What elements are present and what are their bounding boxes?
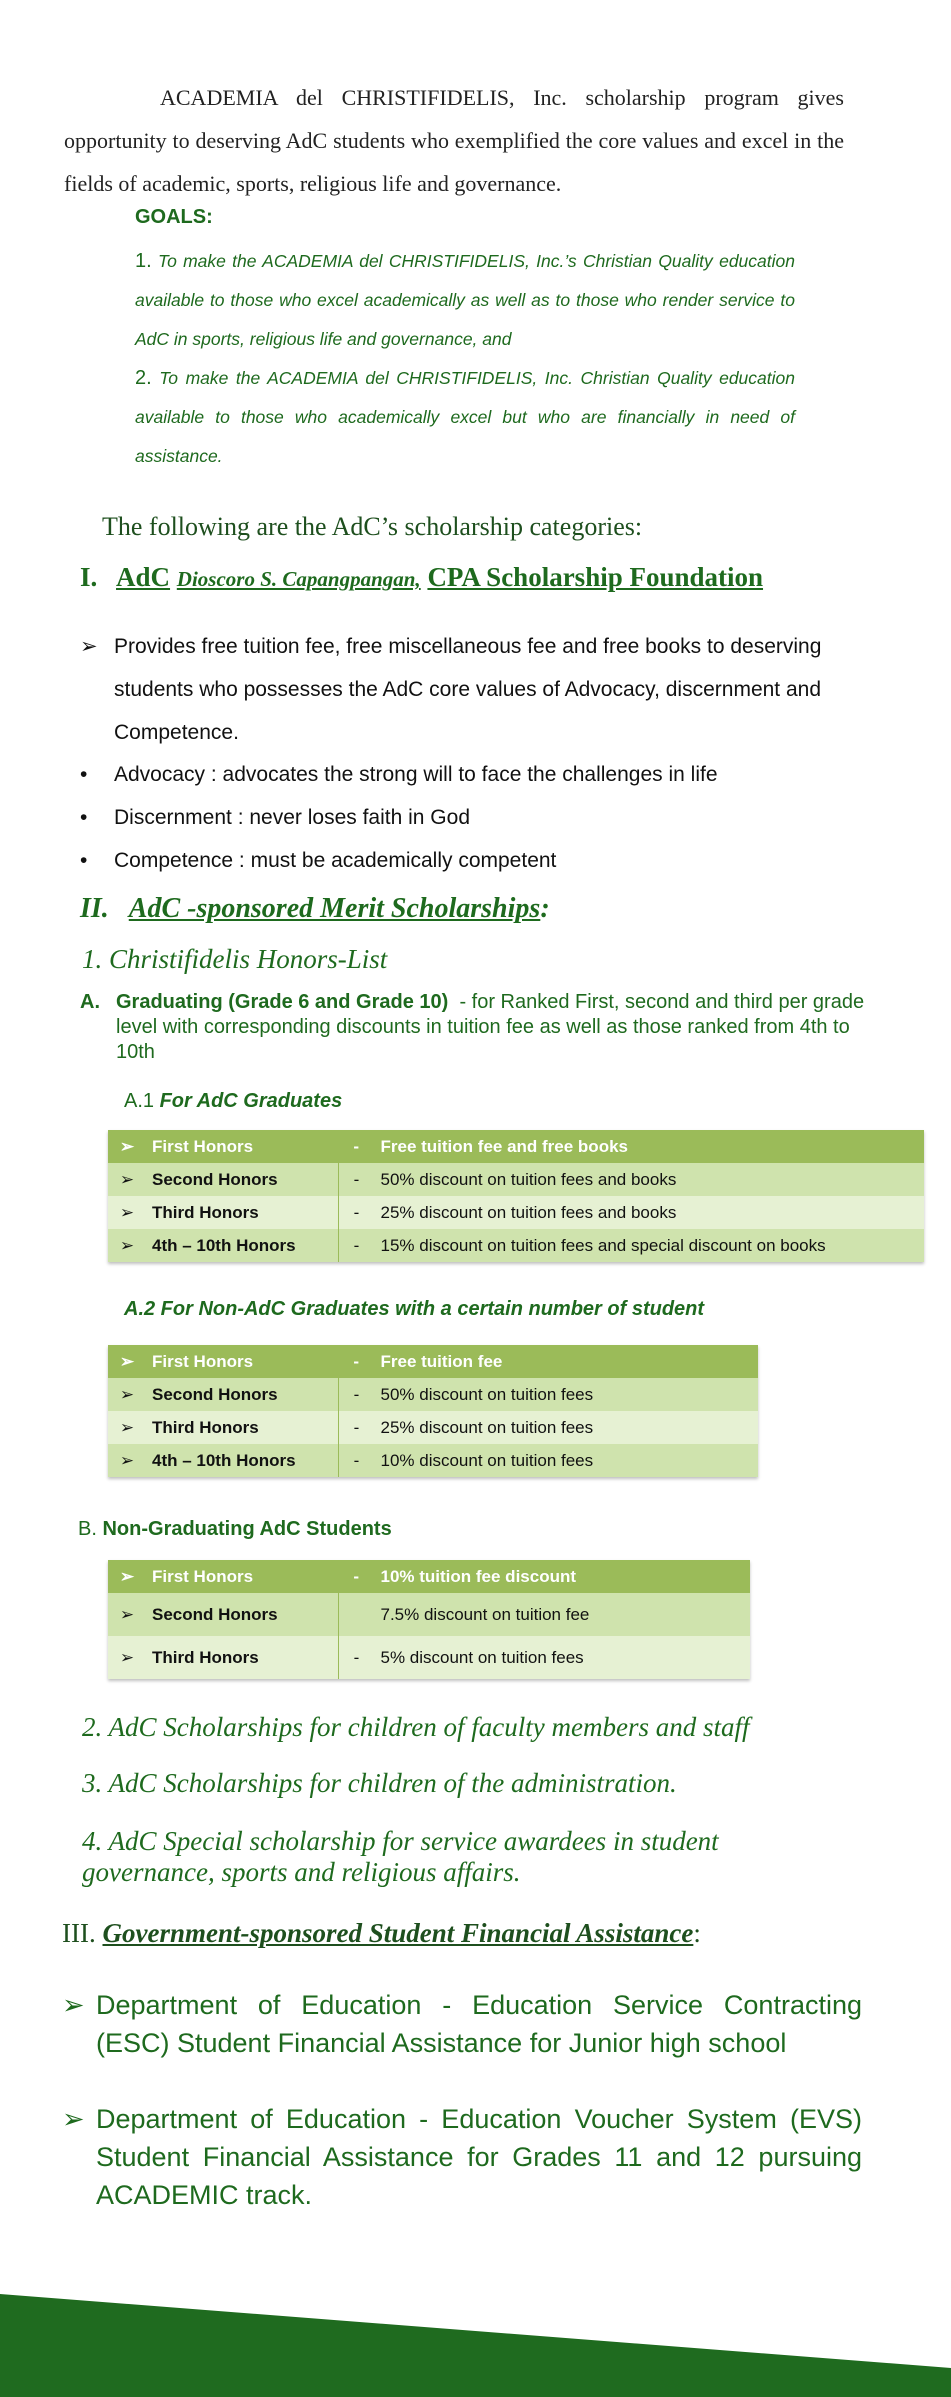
section-3-numeral: III. [62, 1918, 96, 1948]
section-2-numeral: II. [80, 893, 109, 924]
table-row [108, 1345, 758, 1378]
footer-band-shape [0, 2294, 951, 2397]
section-1-bullet-3 [80, 839, 860, 882]
dash: - [338, 1411, 375, 1444]
honor-name: First Honors [146, 1560, 338, 1593]
honor-desc: Free tuition fee [375, 1345, 759, 1378]
arrow-bullet-icon: ➢ [108, 1560, 146, 1593]
section-1-heading [80, 562, 763, 593]
bullet-icon: • [80, 849, 88, 872]
goal-text: To make the ACADEMIA del CHRISTIFIDELIS, Inc. Christian Quality education available to those who academically excel but who are financially in need of assistance. [135, 368, 795, 466]
section-1-arrow-item [80, 625, 860, 754]
table-row [108, 1196, 924, 1229]
arrow-bullet-icon: ➢ [80, 635, 98, 658]
honor-desc: 7.5% discount on tuition fee [375, 1593, 751, 1636]
honor-desc: Free tuition fee and free books [375, 1130, 925, 1163]
section-3-colon: : [693, 1918, 701, 1948]
table-row [108, 1560, 750, 1593]
item-a-rest: - for Ranked First, second and third per grade level with corresponding discounts in tuition fee as well as those ranked from 4th to 10th [116, 991, 865, 1063]
a1-label: For AdC Graduates [159, 1090, 343, 1112]
honor-name: Second Honors [146, 1378, 338, 1411]
dash: - [338, 1196, 375, 1229]
table-row [108, 1444, 758, 1477]
honors-list-heading: 1. Christifidelis Honors-List [82, 944, 388, 974]
honor-desc: 10% discount on tuition fees [375, 1444, 759, 1477]
goal-number: 2. [135, 367, 152, 389]
bullet-icon: • [80, 806, 88, 829]
section-1-title-a: AdC [116, 562, 171, 592]
table-row [108, 1378, 758, 1411]
arrow-bullet-icon: ➢ [108, 1345, 146, 1378]
table-row [108, 1163, 924, 1196]
intro-paragraph [64, 76, 844, 205]
arrow-bullet-icon: ➢ [108, 1444, 146, 1477]
dash: - [338, 1163, 375, 1196]
bullet-text: Advocacy : advocates the strong will to face the challenges in life [114, 763, 718, 786]
honor-name: Third Honors [146, 1196, 338, 1229]
arrow-bullet-icon: ➢ [108, 1196, 146, 1229]
b-label: Non-Graduating AdC Students [102, 1518, 392, 1540]
dash: - [338, 1636, 375, 1679]
goals-title: GOALS: [135, 206, 213, 228]
special-scholarship-heading: 4. AdC Special scholarship for service awardees in student governance, sports and religious affairs. [82, 1826, 719, 1887]
honor-desc: 25% discount on tuition fees and books [375, 1196, 925, 1229]
section-1-arrow-text: Provides free tuition fee, free miscellaneous fee and free books to deserving students who possesses the AdC core values of Advocacy, discernment and Competence. [114, 635, 822, 744]
b-heading [78, 1518, 392, 1541]
honor-name: First Honors [146, 1130, 338, 1163]
dash: - [338, 1560, 375, 1593]
section-1-numeral: I. [80, 562, 98, 592]
arrow-bullet-icon: ➢ [108, 1130, 146, 1163]
table-row [108, 1130, 924, 1163]
table-non-graduating [108, 1560, 750, 1679]
section-2-title: AdC -sponsored Merit Scholarships [128, 893, 541, 924]
honor-desc: 50% discount on tuition fees [375, 1378, 759, 1411]
government-assistance-item-1 [62, 1986, 862, 2062]
section-1-title-b: CPA Scholarship Foundation [427, 562, 764, 592]
honor-desc: 15% discount on tuition fees and special discount on books [375, 1229, 925, 1262]
table-row [108, 1411, 758, 1444]
dash: - [338, 1229, 375, 1262]
goal-number: 1. [135, 250, 152, 272]
scholarship-faculty-heading: 2. AdC Scholarships for children of faculty members and staff [82, 1712, 750, 1742]
honor-name: Third Honors [146, 1411, 338, 1444]
honor-desc: 50% discount on tuition fees and books [375, 1163, 925, 1196]
item-a-body [116, 990, 880, 1065]
honor-name: 4th – 10th Honors [146, 1229, 338, 1262]
section-2-heading [80, 893, 550, 925]
dash [338, 1593, 375, 1636]
dash: - [338, 1130, 375, 1163]
arrow-bullet-icon: ➢ [108, 1163, 146, 1196]
section-1-bullet-2 [80, 796, 860, 839]
honor-desc: 10% tuition fee discount [375, 1560, 751, 1593]
arrow-bullet-icon: ➢ [62, 1990, 85, 2020]
government-assistance-text: Department of Education - Education Voucher System (EVS) Student Financial Assistance for Grades 11 and 12 pursuing ACADEMIC track. [96, 2104, 862, 2210]
section-1-title-script: Dioscoro S. Capangpangan, [176, 567, 421, 591]
arrow-bullet-icon: ➢ [108, 1378, 146, 1411]
bullet-icon: • [80, 763, 88, 786]
arrow-bullet-icon: ➢ [108, 1593, 146, 1636]
table-row [108, 1636, 750, 1679]
honor-name: Second Honors [146, 1593, 338, 1636]
categories-intro: The following are the AdC’s scholarship categories: [102, 512, 643, 541]
honor-name: 4th – 10th Honors [146, 1444, 338, 1477]
section-3-title: Government-sponsored Student Financial Assistance [102, 1918, 694, 1948]
footer-green-band [0, 2290, 951, 2397]
honor-desc: 5% discount on tuition fees [375, 1636, 751, 1679]
goal-item-2 [135, 359, 795, 476]
table-row [108, 1229, 924, 1262]
dash: - [338, 1345, 375, 1378]
arrow-bullet-icon: ➢ [62, 2104, 85, 2134]
arrow-bullet-icon: ➢ [108, 1636, 146, 1679]
table-adc-graduates [108, 1130, 924, 1262]
a2-heading: A.2 For Non-AdC Graduates with a certain number of student [124, 1298, 705, 1320]
dash: - [338, 1378, 375, 1411]
a1-heading [124, 1090, 342, 1113]
a1-prefix: A.1 [124, 1090, 155, 1112]
table-non-adc-graduates [108, 1345, 758, 1477]
section-1-bullet-1 [80, 753, 860, 796]
honor-name: First Honors [146, 1345, 338, 1378]
scholarship-administration-heading: 3. AdC Scholarships for children of the administration. [82, 1768, 677, 1798]
bullet-text: Competence : must be academically competent [114, 849, 557, 872]
item-a [80, 990, 880, 1065]
dash: - [338, 1444, 375, 1477]
government-assistance-text: Department of Education - Education Service Contracting (ESC) Student Financial Assistance for Junior high school [96, 1990, 862, 2058]
honor-desc: 25% discount on tuition fees [375, 1411, 759, 1444]
arrow-bullet-icon: ➢ [108, 1229, 146, 1262]
goal-item-1 [135, 242, 795, 359]
honor-name: Second Honors [146, 1163, 338, 1196]
item-a-bold: Graduating (Grade 6 and Grade 10) [116, 991, 449, 1013]
goal-text: To make the ACADEMIA del CHRISTIFIDELIS, Inc.’s Christian Quality education available to those who excel academically as well as to those who render service to AdC in sports, religious life and governance, and [135, 251, 795, 349]
bullet-text: Discernment : never loses faith in God [114, 806, 470, 829]
intro-text: ACADEMIA del CHRISTIFIDELIS, Inc. scholarship program gives opportunity to deserving AdC students who exemplified the core values and excel in the fields of academic, sports, religious life and governance. [64, 85, 844, 196]
section-3-heading [62, 1918, 701, 1949]
section-2-colon: : [540, 893, 550, 924]
government-assistance-item-2 [62, 2100, 862, 2214]
arrow-bullet-icon: ➢ [108, 1411, 146, 1444]
item-a-label: A. [80, 991, 100, 1013]
b-prefix: B. [78, 1518, 97, 1540]
honor-name: Third Honors [146, 1636, 338, 1679]
table-row [108, 1593, 750, 1636]
